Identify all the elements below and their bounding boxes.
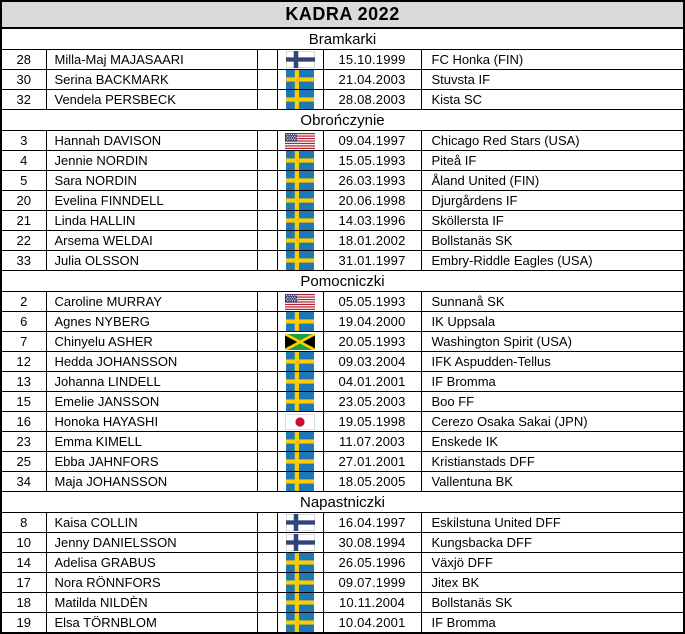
flag-cell xyxy=(277,432,323,452)
player-row xyxy=(1,352,684,372)
player-name: Julia OLSSON xyxy=(46,251,257,271)
player-row xyxy=(1,432,684,452)
player-name: Hannah DAVISON xyxy=(46,131,257,151)
player-number: 28 xyxy=(1,50,46,70)
spacer-cell xyxy=(257,292,277,312)
player-name: Vendela PERSBECK xyxy=(46,90,257,110)
player-row xyxy=(1,151,684,171)
player-row xyxy=(1,292,684,312)
player-name: Evelina FINNDELL xyxy=(46,191,257,211)
player-row xyxy=(1,533,684,553)
spacer-cell xyxy=(257,372,277,392)
player-name: Maja JOHANSSON xyxy=(46,472,257,492)
flag-cell xyxy=(277,191,323,211)
spacer-cell xyxy=(257,352,277,372)
player-number: 20 xyxy=(1,191,46,211)
player-row xyxy=(1,372,684,392)
flag-cell xyxy=(277,412,323,432)
player-number: 25 xyxy=(1,452,46,472)
flag-cell xyxy=(277,251,323,271)
player-birthdate: 26.03.1993 xyxy=(323,171,421,191)
section-header: Bramkarki xyxy=(1,28,684,50)
flag-cell xyxy=(277,533,323,553)
player-birthdate: 19.04.2000 xyxy=(323,312,421,332)
player-birthdate: 09.04.1997 xyxy=(323,131,421,151)
player-birthdate: 10.04.2001 xyxy=(323,613,421,634)
sweden-flag-icon xyxy=(286,392,314,411)
player-row xyxy=(1,131,684,151)
player-birthdate: 23.05.2003 xyxy=(323,392,421,412)
player-name: Sara NORDIN xyxy=(46,171,257,191)
player-number: 12 xyxy=(1,352,46,372)
player-name: Elsa TÖRNBLOM xyxy=(46,613,257,634)
sweden-flag-icon xyxy=(286,151,314,170)
player-birthdate: 04.01.2001 xyxy=(323,372,421,392)
player-club: IFK Aspudden-Tellus xyxy=(421,352,684,372)
player-number: 21 xyxy=(1,211,46,231)
flag-cell xyxy=(277,513,323,533)
player-name: Emelie JANSSON xyxy=(46,392,257,412)
player-name: Nora RÖNNFORS xyxy=(46,573,257,593)
section-header: Pomocniczki xyxy=(1,271,684,292)
player-name: Adelisa GRABUS xyxy=(46,553,257,573)
player-name: Hedda JOHANSSON xyxy=(46,352,257,372)
player-club: Kista SC xyxy=(421,90,684,110)
flag-cell xyxy=(277,613,323,634)
player-club: Boo FF xyxy=(421,392,684,412)
sweden-flag-icon xyxy=(286,70,314,89)
player-club: Piteå IF xyxy=(421,151,684,171)
player-number: 13 xyxy=(1,372,46,392)
player-number: 19 xyxy=(1,613,46,634)
finland-flag-icon xyxy=(286,51,315,68)
player-row xyxy=(1,573,684,593)
section-header-row xyxy=(1,28,684,50)
player-name: Honoka HAYASHI xyxy=(46,412,257,432)
player-birthdate: 18.05.2005 xyxy=(323,472,421,492)
player-birthdate: 27.01.2001 xyxy=(323,452,421,472)
flag-cell xyxy=(277,312,323,332)
sweden-flag-icon xyxy=(286,593,314,612)
sweden-flag-icon xyxy=(286,352,314,371)
page-title: KADRA 2022 xyxy=(1,1,684,28)
spacer-cell xyxy=(257,90,277,110)
spacer-cell xyxy=(257,613,277,634)
player-row xyxy=(1,593,684,613)
player-club: Stuvsta IF xyxy=(421,70,684,90)
flag-cell xyxy=(277,472,323,492)
player-birthdate: 20.05.1993 xyxy=(323,332,421,352)
player-row xyxy=(1,231,684,251)
spacer-cell xyxy=(257,513,277,533)
spacer-cell xyxy=(257,593,277,613)
player-birthdate: 15.05.1993 xyxy=(323,151,421,171)
flag-cell xyxy=(277,292,323,312)
spacer-cell xyxy=(257,231,277,251)
flag-cell xyxy=(277,392,323,412)
player-name: Kaisa COLLIN xyxy=(46,513,257,533)
player-birthdate: 31.01.1997 xyxy=(323,251,421,271)
player-birthdate: 11.07.2003 xyxy=(323,432,421,452)
player-birthdate: 09.03.2004 xyxy=(323,352,421,372)
player-birthdate: 30.08.1994 xyxy=(323,533,421,553)
player-row xyxy=(1,251,684,271)
player-birthdate: 28.08.2003 xyxy=(323,90,421,110)
player-row xyxy=(1,452,684,472)
player-club: Embry-Riddle Eagles (USA) xyxy=(421,251,684,271)
spacer-cell xyxy=(257,432,277,452)
player-name: Serina BACKMARK xyxy=(46,70,257,90)
player-number: 32 xyxy=(1,90,46,110)
player-club: Chicago Red Stars (USA) xyxy=(421,131,684,151)
player-number: 3 xyxy=(1,131,46,151)
spacer-cell xyxy=(257,50,277,70)
sweden-flag-icon xyxy=(286,171,314,190)
player-name: Ebba JAHNFORS xyxy=(46,452,257,472)
player-name: Jenny DANIELSSON xyxy=(46,533,257,553)
player-club: IF Bromma xyxy=(421,613,684,634)
player-birthdate: 26.05.1996 xyxy=(323,553,421,573)
section-header: Napastniczki xyxy=(1,492,684,513)
player-club: Cerezo Osaka Sakai (JPN) xyxy=(421,412,684,432)
player-birthdate: 21.04.2003 xyxy=(323,70,421,90)
flag-cell xyxy=(277,211,323,231)
sweden-flag-icon xyxy=(286,90,314,109)
title-row xyxy=(1,1,684,28)
flag-cell xyxy=(277,50,323,70)
player-club: FC Honka (FIN) xyxy=(421,50,684,70)
player-birthdate: 05.05.1993 xyxy=(323,292,421,312)
player-row xyxy=(1,412,684,432)
section-header-row xyxy=(1,271,684,292)
japan-flag-icon xyxy=(285,414,315,430)
player-club: Washington Spirit (USA) xyxy=(421,332,684,352)
player-number: 10 xyxy=(1,533,46,553)
flag-cell xyxy=(277,593,323,613)
player-birthdate: 15.10.1999 xyxy=(323,50,421,70)
sweden-flag-icon xyxy=(286,613,314,632)
flag-cell xyxy=(277,171,323,191)
spacer-cell xyxy=(257,312,277,332)
flag-cell xyxy=(277,372,323,392)
flag-cell xyxy=(277,452,323,472)
player-club: Växjö DFF xyxy=(421,553,684,573)
player-club: Eskilstuna United DFF xyxy=(421,513,684,533)
player-number: 23 xyxy=(1,432,46,452)
sweden-flag-icon xyxy=(286,432,314,451)
player-club: Jitex BK xyxy=(421,573,684,593)
sweden-flag-icon xyxy=(286,452,314,471)
player-number: 22 xyxy=(1,231,46,251)
sweden-flag-icon xyxy=(286,211,314,230)
player-name: Arsema WELDAI xyxy=(46,231,257,251)
player-birthdate: 19.05.1998 xyxy=(323,412,421,432)
player-club: Vallentuna BK xyxy=(421,472,684,492)
player-club: IK Uppsala xyxy=(421,312,684,332)
spacer-cell xyxy=(257,151,277,171)
flag-cell xyxy=(277,151,323,171)
spacer-cell xyxy=(257,553,277,573)
section-header: Obrończynie xyxy=(1,110,684,131)
section-header-row xyxy=(1,492,684,513)
player-row xyxy=(1,50,684,70)
spacer-cell xyxy=(257,332,277,352)
player-name: Jennie NORDIN xyxy=(46,151,257,171)
spacer-cell xyxy=(257,533,277,553)
player-name: Chinyelu ASHER xyxy=(46,332,257,352)
player-club: Bollstanäs SK xyxy=(421,593,684,613)
spacer-cell xyxy=(257,472,277,492)
player-name: Johanna LINDELL xyxy=(46,372,257,392)
player-number: 33 xyxy=(1,251,46,271)
flag-cell xyxy=(277,332,323,352)
player-club: Åland United (FIN) xyxy=(421,171,684,191)
flag-cell xyxy=(277,70,323,90)
usa-flag-icon xyxy=(285,294,315,310)
player-number: 34 xyxy=(1,472,46,492)
player-club: Kristianstads DFF xyxy=(421,452,684,472)
player-name: Matilda NILDÈN xyxy=(46,593,257,613)
player-row xyxy=(1,70,684,90)
player-row xyxy=(1,312,684,332)
spacer-cell xyxy=(257,70,277,90)
sweden-flag-icon xyxy=(286,553,314,572)
sweden-flag-icon xyxy=(286,191,314,210)
flag-cell xyxy=(277,231,323,251)
spacer-cell xyxy=(257,131,277,151)
player-number: 7 xyxy=(1,332,46,352)
player-birthdate: 14.03.1996 xyxy=(323,211,421,231)
spacer-cell xyxy=(257,211,277,231)
flag-cell xyxy=(277,573,323,593)
player-row xyxy=(1,211,684,231)
sweden-flag-icon xyxy=(286,251,314,270)
player-club: Djurgårdens IF xyxy=(421,191,684,211)
player-name: Linda HALLIN xyxy=(46,211,257,231)
flag-cell xyxy=(277,352,323,372)
player-birthdate: 16.04.1997 xyxy=(323,513,421,533)
spacer-cell xyxy=(257,392,277,412)
player-number: 8 xyxy=(1,513,46,533)
flag-cell xyxy=(277,90,323,110)
player-row xyxy=(1,613,684,634)
player-number: 16 xyxy=(1,412,46,432)
finland-flag-icon xyxy=(286,534,315,551)
player-club: Sunnanå SK xyxy=(421,292,684,312)
spacer-cell xyxy=(257,251,277,271)
spacer-cell xyxy=(257,191,277,211)
sweden-flag-icon xyxy=(286,472,314,491)
player-birthdate: 20.06.1998 xyxy=(323,191,421,211)
flag-cell xyxy=(277,131,323,151)
player-number: 5 xyxy=(1,171,46,191)
player-club: Sköllersta IF xyxy=(421,211,684,231)
player-birthdate: 10.11.2004 xyxy=(323,593,421,613)
player-birthdate: 09.07.1999 xyxy=(323,573,421,593)
spacer-cell xyxy=(257,171,277,191)
sweden-flag-icon xyxy=(286,573,314,592)
spacer-cell xyxy=(257,452,277,472)
sweden-flag-icon xyxy=(286,231,314,250)
sweden-flag-icon xyxy=(286,312,314,331)
usa-flag-icon xyxy=(285,133,315,149)
player-name: Emma KIMELL xyxy=(46,432,257,452)
player-row xyxy=(1,332,684,352)
player-row xyxy=(1,171,684,191)
player-row xyxy=(1,553,684,573)
player-row xyxy=(1,90,684,110)
finland-flag-icon xyxy=(286,514,315,531)
spacer-cell xyxy=(257,412,277,432)
player-row xyxy=(1,513,684,533)
player-name: Agnes NYBERG xyxy=(46,312,257,332)
section-header-row xyxy=(1,110,684,131)
player-club: Bollstanäs SK xyxy=(421,231,684,251)
player-birthdate: 18.01.2002 xyxy=(323,231,421,251)
player-number: 17 xyxy=(1,573,46,593)
flag-cell xyxy=(277,553,323,573)
player-club: Kungsbacka DFF xyxy=(421,533,684,553)
player-number: 4 xyxy=(1,151,46,171)
player-number: 2 xyxy=(1,292,46,312)
player-name: Milla-Maj MAJASAARI xyxy=(46,50,257,70)
sweden-flag-icon xyxy=(286,372,314,391)
player-club: Enskede IK xyxy=(421,432,684,452)
player-row xyxy=(1,191,684,211)
player-number: 18 xyxy=(1,593,46,613)
player-number: 14 xyxy=(1,553,46,573)
player-row xyxy=(1,472,684,492)
jamaica-flag-icon xyxy=(285,334,315,350)
player-number: 6 xyxy=(1,312,46,332)
player-number: 30 xyxy=(1,70,46,90)
player-number: 15 xyxy=(1,392,46,412)
player-club: IF Bromma xyxy=(421,372,684,392)
spacer-cell xyxy=(257,573,277,593)
player-name: Caroline MURRAY xyxy=(46,292,257,312)
player-row xyxy=(1,392,684,412)
